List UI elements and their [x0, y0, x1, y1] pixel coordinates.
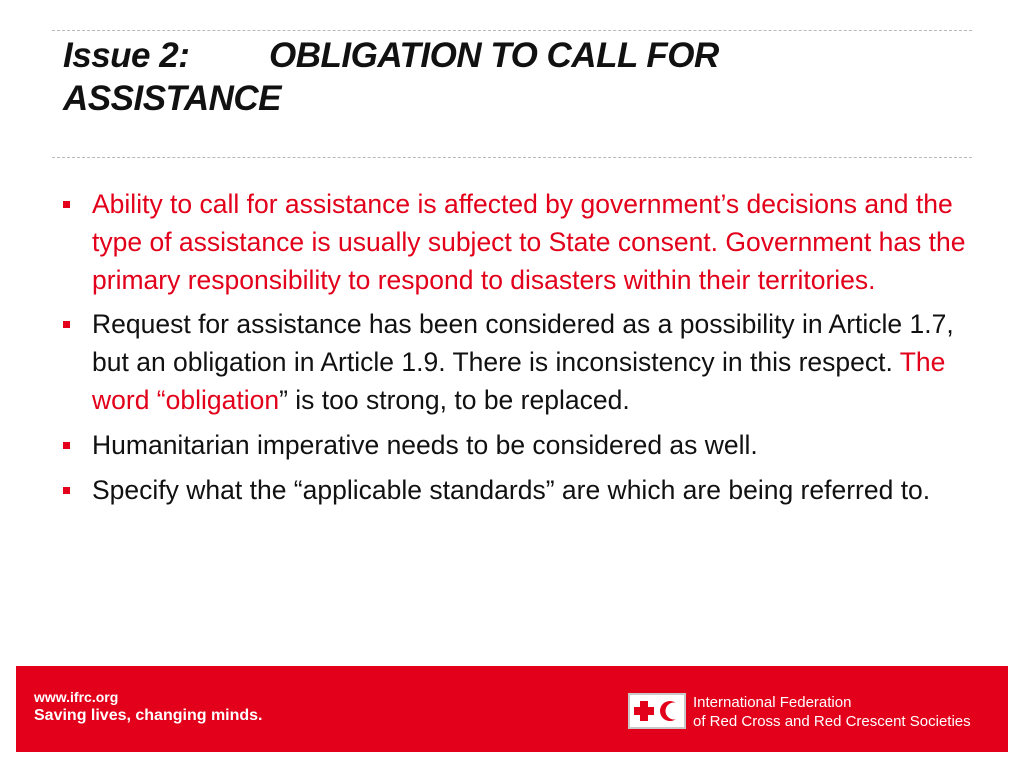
footer-slogan: Saving lives, changing minds. [34, 707, 263, 724]
top-divider [52, 30, 972, 31]
bullet-square-icon [63, 321, 70, 328]
org-name-line2: of Red Cross and Red Crescent Societies [693, 713, 971, 730]
bullet-text: Specify what the “applicable standards” are which are being referred to. [92, 474, 931, 505]
organization-name [693, 693, 971, 731]
footer-url-link[interactable]: www.ifrc.org [34, 689, 119, 705]
bullet-square-icon [63, 487, 70, 494]
title-topic-line1: OBLIGATION TO CALL FOR [269, 36, 719, 75]
bullet-text: Ability to call for assistance is affected by government’s decisions and the type of assistance is usually subject to State consent. Government has the primary responsibility to respond to disasters within their territories. [92, 189, 966, 295]
bullet-square-icon [63, 442, 70, 449]
title-divider [52, 157, 972, 158]
logo-svg [630, 695, 684, 727]
title-issue: Issue 2: [63, 36, 190, 75]
slide-title [63, 34, 963, 120]
bullet-text-highlight: The word “obligation [92, 347, 946, 415]
org-name-line1: International Federation [693, 694, 852, 711]
title-topic-line2: ASSISTANCE [63, 79, 281, 118]
bullet-item-humanitarian-imperative [63, 427, 973, 465]
footer-left [34, 688, 263, 726]
footer-bar [16, 666, 1008, 752]
bullet-item-call-ability [63, 186, 973, 299]
bullet-item-request-assistance [63, 306, 973, 419]
bullet-text-after: ” is too strong, to be replaced. [279, 384, 630, 415]
bullet-text-before: Request for assistance has been considered as a possibility in Article 1.7, but an obligation in Article 1.9. There is inconsistency in this respect. [92, 309, 954, 378]
bullet-text: Humanitarian imperative needs to be considered as well. [92, 429, 758, 460]
bullet-square-icon [63, 201, 70, 208]
bullet-item-applicable-standards [63, 472, 973, 510]
red-cross-red-crescent-logo-icon [628, 693, 686, 729]
bullet-list [63, 186, 973, 516]
